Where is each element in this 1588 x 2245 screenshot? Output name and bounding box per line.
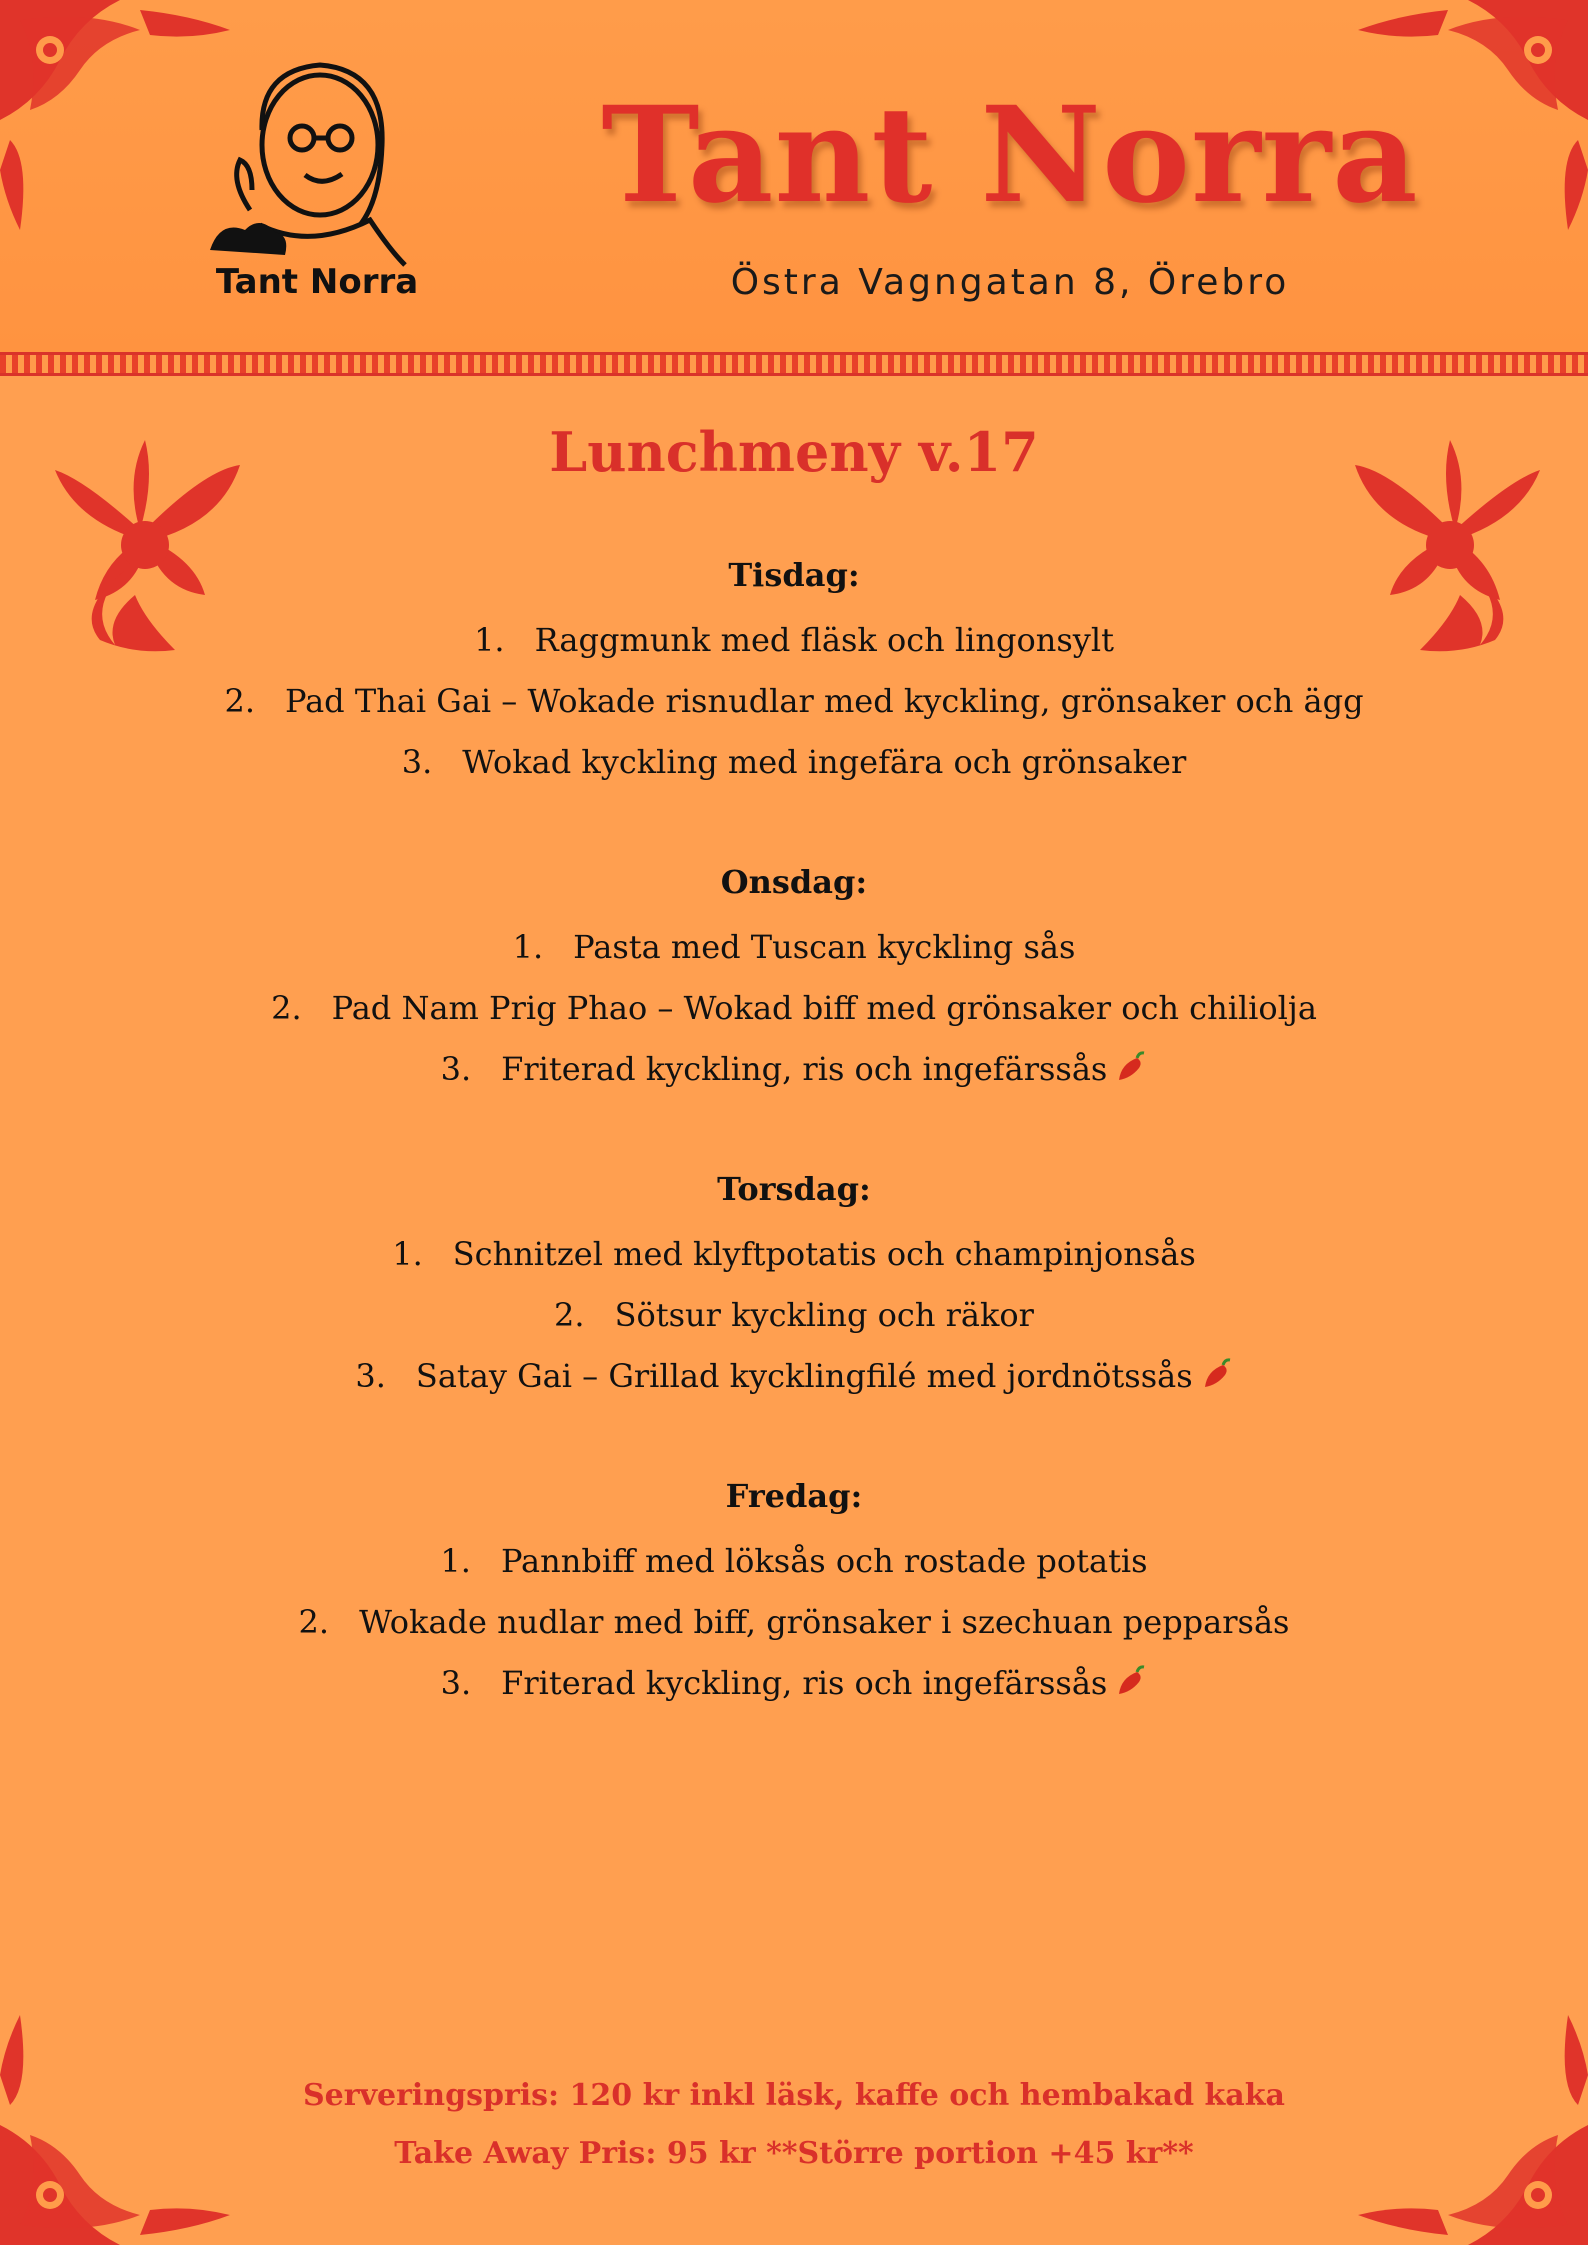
day-friday <box>100 1471 1488 1714</box>
chili-icon <box>1199 1357 1233 1393</box>
price-dine-in: Serveringspris: 120 kr inkl läsk, kaffe och hembakad kaka <box>303 2078 1285 2113</box>
restaurant-title: Tant Norra <box>601 78 1419 233</box>
ornament-corner-bottom-right <box>1348 2005 1588 2245</box>
day-wednesday <box>100 857 1488 1100</box>
price-take-away: Take Away Pris: 95 kr **Större portion +45 kr** <box>394 2136 1194 2171</box>
ornament-corner-bottom-left <box>0 2005 240 2245</box>
dish-item: 2. Wokade nudlar med biff, grönsaker i szechuan pepparsås <box>298 1603 1290 1641</box>
day-name: Torsdag: <box>717 1170 871 1208</box>
day-name: Tisdag: <box>728 556 860 594</box>
lunch-menu <box>100 550 1488 1778</box>
dish-item: 3. Wokad kyckling med ingefära och grönsaker <box>401 743 1187 781</box>
dish-item: 3. Satay Gai – Grillad kycklingfilé med jordnötssås <box>100 1346 1488 1407</box>
dish-item: 3. Friterad kyckling, ris och ingefärssås <box>100 1653 1488 1714</box>
day-name: Fredag: <box>725 1477 863 1515</box>
dish-item: 2. Pad Thai Gai – Wokade risnudlar med kyckling, grönsaker och ägg <box>224 682 1364 720</box>
logo-text: Tant Norra <box>215 262 419 302</box>
day-name: Onsdag: <box>720 863 868 901</box>
restaurant-address: Östra Vagngatan 8, Örebro <box>730 262 1290 303</box>
dish-item: 2. Sötsur kyckling och räkor <box>554 1296 1034 1334</box>
dish-item: 1. Raggmunk med fläsk och lingonsylt <box>474 621 1114 659</box>
day-thursday <box>100 1164 1488 1407</box>
dish-item: 2. Pad Nam Prig Phao – Wokad biff med grönsaker och chiliolja <box>271 989 1317 1027</box>
decorative-band <box>0 352 1588 376</box>
chili-icon <box>1113 1050 1147 1086</box>
day-tuesday <box>100 550 1488 793</box>
menu-title: Lunchmeny v.17 <box>549 420 1039 484</box>
dish-item: 1. Pasta med Tuscan kyckling sås <box>512 928 1076 966</box>
dish-item: 3. Friterad kyckling, ris och ingefärssås <box>100 1039 1488 1100</box>
dish-item: 1. Schnitzel med klyftpotatis och champinjonsås <box>392 1235 1196 1273</box>
chili-icon <box>1113 1664 1147 1700</box>
dish-item: 1. Pannbiff med löksås och rostade potatis <box>440 1542 1148 1580</box>
